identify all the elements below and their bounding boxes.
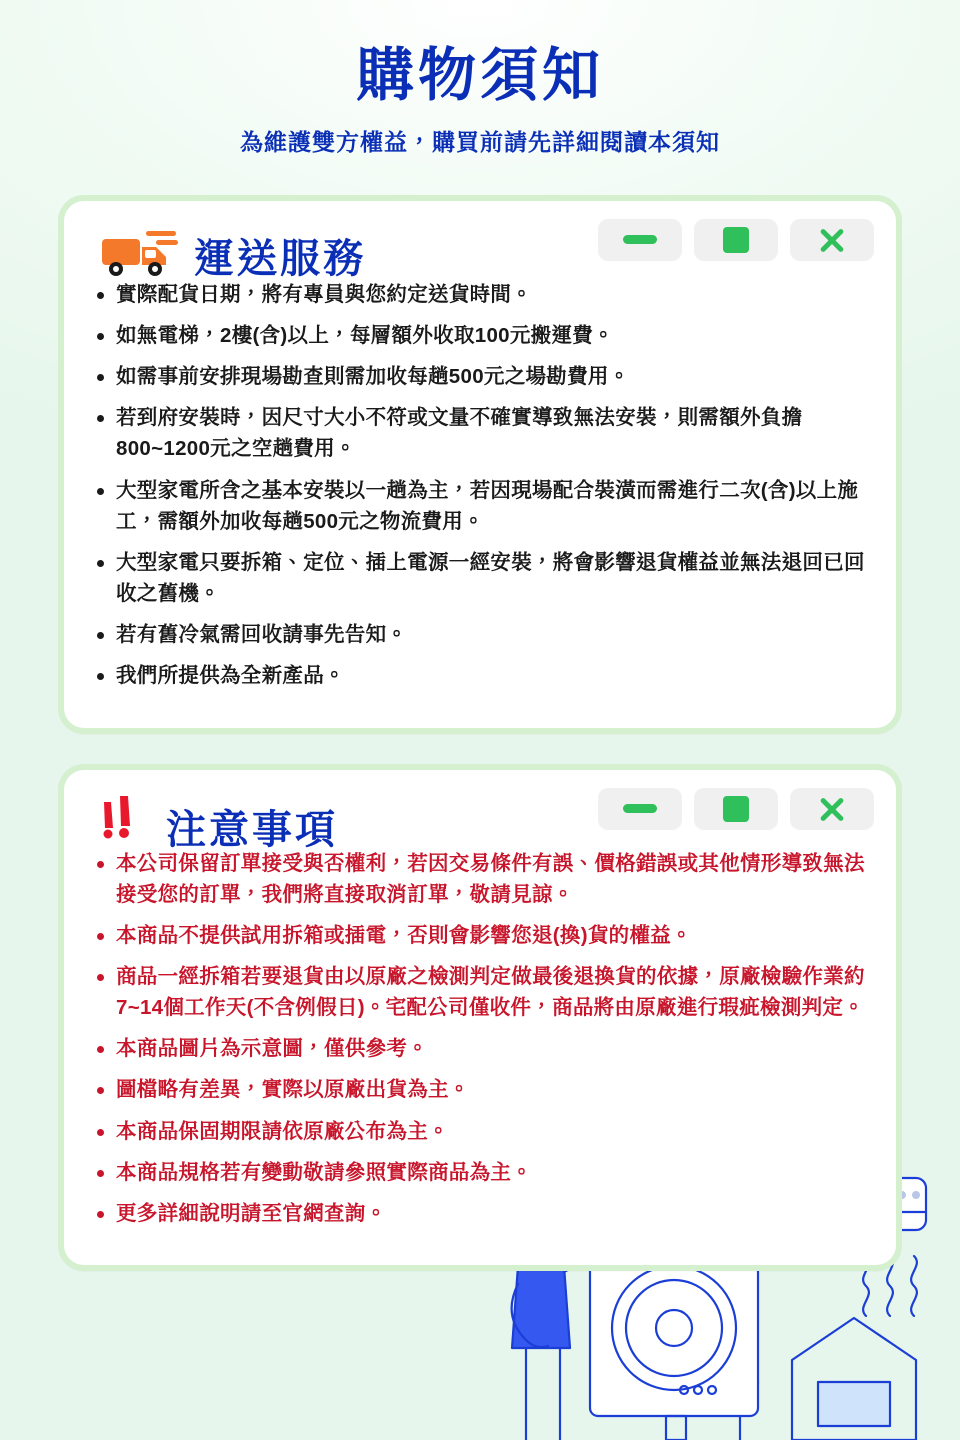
list-item: 如無電梯，2樓(含)以上，每層額外收取100元搬運費。: [90, 320, 870, 351]
close-button[interactable]: [790, 219, 874, 261]
square-icon: [723, 796, 749, 822]
page-title: 購物須知: [355, 43, 604, 108]
page-subtitle: 為維護雙方權益，購買前請先詳細閱讀本須知: [240, 128, 720, 155]
list-item: 本商品圖片為示意圖，僅供參考。: [90, 1033, 870, 1064]
shipping-section-head: [98, 225, 370, 281]
notice-section-title: 注意事項: [162, 810, 342, 852]
list-item: 若有舊冷氣需回收請事先告知。: [90, 619, 870, 650]
minus-icon: [623, 804, 657, 813]
minus-icon: [623, 235, 657, 244]
square-icon: [723, 227, 749, 253]
window-controls-notice: [598, 788, 874, 830]
minimize-button[interactable]: [598, 788, 682, 830]
notice-section-head: [98, 794, 342, 852]
list-item: 商品一經拆箱若要退貨由以原廠之檢測判定做最後退換貨的依據，原廠檢驗作業約7~14個工作天(不含例假日)。宅配公司僅收件，商品將由原廠進行瑕疵檢測判定。: [90, 961, 870, 1023]
close-button[interactable]: [790, 788, 874, 830]
maximize-button[interactable]: [694, 788, 778, 830]
page-header: [30, 0, 930, 157]
notice-card: [58, 764, 902, 1272]
list-item: 如需事前安排現場勘查則需加收每趟500元之場勘費用。: [90, 361, 870, 392]
maximize-button[interactable]: [694, 219, 778, 261]
exclamation-icon: [98, 794, 156, 852]
shipping-notes-list: [90, 279, 870, 692]
window-controls-shipping: [598, 219, 874, 261]
shipping-card: [58, 195, 902, 734]
truck-icon: [98, 225, 184, 281]
list-item: 我們所提供為全新產品。: [90, 660, 870, 691]
list-item: 大型家電只要拆箱、定位、插上電源一經安裝，將會影響退貨權益並無法退回已回收之舊機。: [90, 547, 870, 609]
close-icon: [817, 794, 847, 824]
list-item: 若到府安裝時，因尺寸大小不符或文量不確實導致無法安裝，則需額外負擔800~1200元之空趟費用。: [90, 402, 870, 464]
notice-notes-list: [90, 848, 870, 1230]
list-item: 大型家電所含之基本安裝以一趟為主，若因現場配合裝潢而需進行二次(含)以上施工，需額外加收每趟500元之物流費用。: [90, 475, 870, 537]
list-item: 本商品不提供試用拆箱或插電，否則會影響您退(換)貨的權益。: [90, 920, 870, 951]
shipping-section-title: 運送服務: [190, 239, 370, 281]
close-icon: [817, 225, 847, 255]
list-item: 更多詳細說明請至官網查詢。: [90, 1198, 870, 1229]
list-item: 本商品規格若有變動敬請參照實際商品為主。: [90, 1157, 870, 1188]
list-item: 圖檔略有差異，實際以原廠出貨為主。: [90, 1074, 870, 1105]
list-item: 實際配貨日期，將有專員與您約定送貨時間。: [90, 279, 870, 310]
list-item: 本公司保留訂單接受與否權利，若因交易條件有誤、價格錯誤或其他情形導致無法接受您的訂單，我們將直接取消訂單，敬請見諒。: [90, 848, 870, 910]
list-item: 本商品保固期限請依原廠公布為主。: [90, 1116, 870, 1147]
minimize-button[interactable]: [598, 219, 682, 261]
